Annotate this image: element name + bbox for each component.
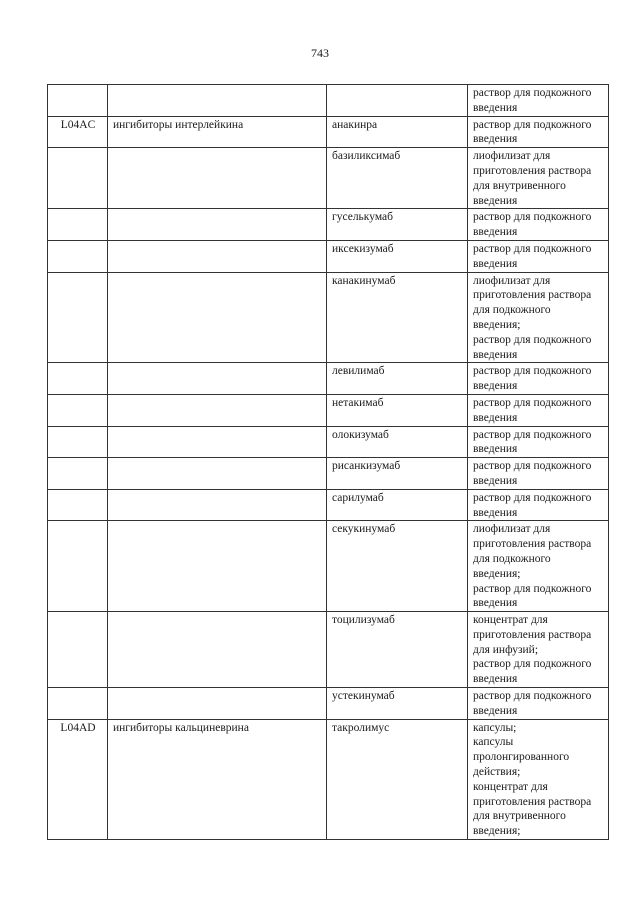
dosage-form-line: раствор для подкожного bbox=[473, 428, 592, 441]
dosage-form-line: введения bbox=[473, 443, 518, 456]
dosage-form-cell bbox=[468, 363, 609, 395]
drug-name-cell: анакинра bbox=[327, 116, 468, 148]
dosage-form-line: для подкожного bbox=[473, 552, 551, 565]
dosage-form-cell bbox=[468, 394, 609, 426]
dosage-form-cell bbox=[468, 272, 609, 363]
dosage-form-cell bbox=[468, 426, 609, 458]
dosage-form-line: раствор для подкожного bbox=[473, 87, 592, 99]
dosage-form-line: раствор для подкожного bbox=[473, 582, 592, 595]
pharmacological-group-cell bbox=[108, 272, 327, 363]
dosage-form-line: введения bbox=[473, 194, 518, 207]
atc-code-cell bbox=[48, 394, 108, 426]
dosage-form-line: введения bbox=[473, 226, 518, 239]
atc-code-cell bbox=[48, 688, 108, 720]
dosage-form-line: раствор для подкожного bbox=[473, 460, 592, 473]
atc-code-cell bbox=[48, 458, 108, 490]
drug-name-cell bbox=[327, 85, 468, 117]
table-row bbox=[48, 148, 609, 209]
drug-name-cell: тоцилизумаб bbox=[327, 612, 468, 688]
dosage-form-line: приготовления раствора bbox=[473, 538, 592, 551]
table-row bbox=[48, 116, 609, 148]
table-row bbox=[48, 521, 609, 612]
dosage-form-line: для внутривенного bbox=[473, 810, 566, 823]
pharmacological-group-cell bbox=[108, 688, 327, 720]
drug-name-cell: устекинумаб bbox=[327, 688, 468, 720]
table-row bbox=[48, 489, 609, 521]
dosage-form-line: для подкожного bbox=[473, 304, 551, 317]
dosage-form-cell bbox=[468, 85, 609, 117]
dosage-form-line: раствор для подкожного bbox=[473, 211, 592, 224]
pharmacological-group-cell bbox=[108, 521, 327, 612]
dosage-form-line: капсулы bbox=[473, 736, 514, 749]
pharmacological-group-cell bbox=[108, 426, 327, 458]
table-row bbox=[48, 209, 609, 241]
pharmacological-group-cell bbox=[108, 209, 327, 241]
dosage-form-line: приготовления раствора bbox=[473, 628, 592, 641]
dosage-form-cell bbox=[468, 240, 609, 272]
dosage-form-line: введения bbox=[473, 411, 518, 424]
dosage-form-cell bbox=[468, 209, 609, 241]
table-row bbox=[48, 719, 609, 839]
dosage-form-line: введения bbox=[473, 474, 518, 487]
atc-code-cell: L04AC bbox=[48, 116, 108, 148]
dosage-form-line: пролонгированного bbox=[473, 751, 570, 764]
pharmacological-group-cell bbox=[108, 394, 327, 426]
page-number: 743 bbox=[311, 46, 329, 60]
table-row bbox=[48, 612, 609, 688]
atc-code-cell bbox=[48, 272, 108, 363]
table-row bbox=[48, 272, 609, 363]
dosage-form-line: приготовления раствора bbox=[473, 164, 592, 177]
table-row bbox=[48, 458, 609, 490]
dosage-form-line: раствор для подкожного bbox=[473, 333, 592, 346]
dosage-form-cell bbox=[468, 116, 609, 148]
dosage-form-cell bbox=[468, 612, 609, 688]
drug-name-cell: сарилумаб bbox=[327, 489, 468, 521]
dosage-form-line: приготовления раствора bbox=[473, 795, 592, 808]
table-row bbox=[48, 240, 609, 272]
dosage-form-line: для инфузий; bbox=[473, 643, 539, 656]
atc-code-cell bbox=[48, 209, 108, 241]
table-row bbox=[48, 688, 609, 720]
pharmacological-group-cell bbox=[108, 489, 327, 521]
drug-name-cell: канакинумаб bbox=[327, 272, 468, 363]
dosage-form-line: введения bbox=[473, 597, 518, 610]
dosage-form-line: раствор для подкожного bbox=[473, 118, 592, 131]
atc-code-cell bbox=[48, 426, 108, 458]
pharmacological-group-cell: ингибиторы интерлейкина bbox=[108, 116, 327, 148]
pharmacological-group-cell bbox=[108, 240, 327, 272]
drug-name-cell: рисанкизумаб bbox=[327, 458, 468, 490]
dosage-form-line: раствор для подкожного bbox=[473, 365, 592, 378]
dosage-form-cell bbox=[468, 458, 609, 490]
dosage-form-line: приготовления раствора bbox=[473, 289, 592, 302]
dosage-form-cell bbox=[468, 521, 609, 612]
dosage-form-line: введения; bbox=[473, 825, 521, 838]
dosage-form-line: введения bbox=[473, 257, 518, 270]
drug-name-cell: олокизумаб bbox=[327, 426, 468, 458]
table-body bbox=[48, 85, 609, 840]
pharmacological-group-cell: ингибиторы кальциневрина bbox=[108, 719, 327, 839]
dosage-form-line: для внутривенного bbox=[473, 179, 566, 192]
atc-code-cell bbox=[48, 148, 108, 209]
drug-name-cell: секукинумаб bbox=[327, 521, 468, 612]
atc-code-cell bbox=[48, 612, 108, 688]
dosage-form-line: концентрат для bbox=[473, 614, 548, 627]
dosage-form-line: лиофилизат для bbox=[473, 274, 551, 287]
dosage-form-line: введения bbox=[473, 133, 518, 146]
pharmacological-group-cell bbox=[108, 363, 327, 395]
drug-name-cell: нетакимаб bbox=[327, 394, 468, 426]
dosage-form-cell bbox=[468, 148, 609, 209]
dosage-form-line: введения bbox=[473, 348, 518, 361]
drug-table bbox=[47, 84, 609, 840]
drug-name-cell: такролимус bbox=[327, 719, 468, 839]
dosage-form-line: раствор для подкожного bbox=[473, 658, 592, 671]
dosage-form-line: введения; bbox=[473, 318, 521, 331]
table-row bbox=[48, 85, 609, 117]
atc-code-cell bbox=[48, 240, 108, 272]
atc-code-cell bbox=[48, 521, 108, 612]
dosage-form-cell bbox=[468, 489, 609, 521]
dosage-form-line: капсулы; bbox=[473, 721, 517, 734]
dosage-form-line: раствор для подкожного bbox=[473, 242, 592, 255]
dosage-form-line: лиофилизат для bbox=[473, 523, 551, 536]
table-row bbox=[48, 426, 609, 458]
dosage-form-cell bbox=[468, 688, 609, 720]
dosage-form-line: раствор для подкожного bbox=[473, 690, 592, 703]
table-row bbox=[48, 394, 609, 426]
dosage-form-line: введения bbox=[473, 380, 518, 393]
drug-name-cell: гуселькумаб bbox=[327, 209, 468, 241]
dosage-form-line: введения bbox=[473, 101, 518, 114]
pharmacological-group-cell bbox=[108, 148, 327, 209]
drug-name-cell: иксекизумаб bbox=[327, 240, 468, 272]
dosage-form-line: введения bbox=[473, 673, 518, 686]
atc-code-cell: L04AD bbox=[48, 719, 108, 839]
dosage-form-line: раствор для подкожного bbox=[473, 491, 592, 504]
atc-code-cell bbox=[48, 363, 108, 395]
dosage-form-line: раствор для подкожного bbox=[473, 396, 592, 409]
dosage-form-line: введения bbox=[473, 704, 518, 717]
dosage-form-line: лиофилизат для bbox=[473, 150, 551, 163]
drug-name-cell: левилимаб bbox=[327, 363, 468, 395]
pharmacological-group-cell bbox=[108, 458, 327, 490]
dosage-form-line: введения; bbox=[473, 567, 521, 580]
table-row bbox=[48, 363, 609, 395]
drug-name-cell: базиликсимаб bbox=[327, 148, 468, 209]
pharmacological-group-cell bbox=[108, 612, 327, 688]
dosage-form-cell bbox=[468, 719, 609, 839]
dosage-form-line: введения bbox=[473, 506, 518, 519]
dosage-form-line: действия; bbox=[473, 766, 521, 779]
atc-code-cell bbox=[48, 489, 108, 521]
pharmacological-group-cell bbox=[108, 85, 327, 117]
dosage-form-line: концентрат для bbox=[473, 780, 548, 793]
atc-code-cell bbox=[48, 85, 108, 117]
